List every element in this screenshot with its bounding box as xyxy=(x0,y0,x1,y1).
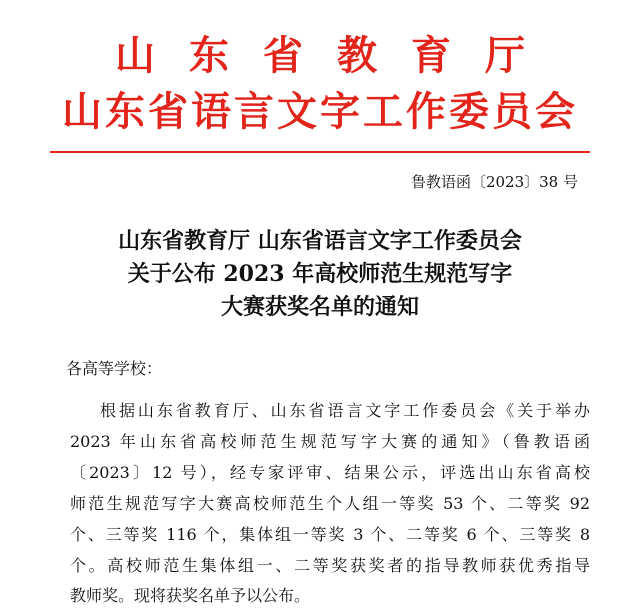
issuer-name-language-committee: 山东省语言文字工作委员会 xyxy=(62,88,578,135)
body-text-line: 2023 年山东省高校师范生规范写字大赛的通知》（鲁教语函 xyxy=(70,432,590,451)
body-text-line: 个。高校师范生集体组一、二等奖获奖者的指导教师获优秀指导 xyxy=(70,556,590,575)
issuer-name-education-department: 山东省教育厅 xyxy=(115,32,559,79)
red-header-divider xyxy=(50,151,590,153)
notice-title-line-2: 关于公布 2023 年高校师范生规范写字 xyxy=(127,261,513,287)
salutation: 各高等学校： xyxy=(66,359,163,378)
document-number: 鲁教语函〔2023〕38 号 xyxy=(410,173,578,191)
notice-title-line-3: 大赛获奖名单的通知 xyxy=(220,294,419,320)
body-text-line: 〔2023〕12 号），经专家评审、结果公示，评选出山东省高校 xyxy=(70,463,590,482)
body-text-line: 教师奖。现将获奖名单予以公布。 xyxy=(70,586,311,605)
body-text-line: 师范生规范写字大赛高校师范生个人组一等奖 53 个、二等奖 92 xyxy=(70,494,590,513)
notice-title-line-1: 山东省教育厅 山东省语言文字工作委员会 xyxy=(118,228,522,254)
body-text-line: 个、三等奖 116 个，集体组一等奖 3 个、二等奖 6 个、三等奖 8 xyxy=(70,525,590,544)
body-text-line: 根据山东省教育厅、山东省语言文字工作委员会《关于举办 xyxy=(100,401,590,420)
